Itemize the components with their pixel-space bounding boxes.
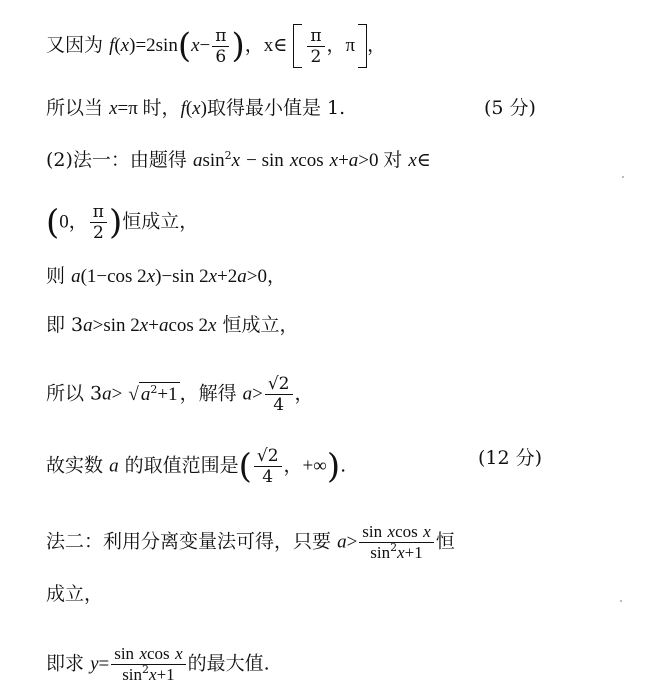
text: 则	[46, 265, 66, 287]
var-x: x	[423, 522, 431, 541]
right-bracket	[358, 24, 367, 68]
score-12: (12 分)	[478, 447, 543, 469]
text: .	[340, 454, 347, 477]
denominator: 2	[310, 46, 322, 67]
var-x: x	[192, 98, 201, 119]
text: =	[98, 653, 110, 675]
var-f: f	[109, 35, 115, 56]
denominator: 4	[262, 467, 274, 487]
text: 即 3	[46, 314, 84, 336]
var-x: x	[146, 266, 156, 287]
text: sin	[122, 665, 143, 684]
superscript: 2	[150, 383, 158, 396]
var-a: a	[337, 531, 347, 553]
line-8: 故实数 a 的取值范围是( $\frac{√2}{4}$ ，+∞).	[46, 446, 347, 487]
var-a: a	[140, 384, 151, 405]
text: sin	[362, 522, 383, 541]
text: >	[111, 383, 123, 405]
text: )−sin 2	[155, 266, 209, 287]
text: ，+∞	[283, 455, 327, 477]
var-x: x	[109, 98, 118, 119]
var-x: x	[231, 150, 241, 171]
line-4: (0， $\frac{\pi}{2}$ )恒成立，	[46, 202, 199, 243]
fraction-sqrt2-4	[254, 446, 282, 487]
text: −	[199, 35, 211, 56]
var-a: a	[109, 455, 119, 477]
text: +	[338, 150, 349, 171]
fraction-sincos	[111, 644, 185, 685]
numerator: √2	[265, 374, 293, 395]
superscript: 2	[142, 663, 150, 676]
var-a: a	[348, 150, 359, 171]
fraction-pi-2	[307, 26, 324, 67]
var-a: a	[158, 315, 169, 336]
text: +	[148, 315, 159, 336]
line-2: 所以当 x=π 时，f(x)取得最小值是 1.	[46, 97, 346, 119]
var-x: x	[208, 315, 217, 336]
text: ∈	[416, 150, 431, 171]
superscript: 2	[390, 541, 398, 554]
text: >	[346, 531, 358, 553]
text: 故实数	[46, 454, 104, 477]
var-x: x	[408, 150, 417, 171]
left-bracket	[293, 24, 302, 68]
text: ，	[367, 34, 387, 56]
text: sin	[114, 644, 135, 663]
text: ，	[294, 382, 314, 405]
text: +1	[157, 384, 178, 405]
denominator: 2	[92, 223, 104, 243]
denominator: 4	[273, 395, 285, 415]
text: 即求	[46, 652, 85, 675]
var-x: x	[120, 35, 130, 56]
line-3	[46, 148, 431, 173]
text: cos	[395, 522, 418, 541]
var-a: a	[102, 383, 112, 405]
numerator: √2	[254, 446, 282, 467]
line-10: 成立，	[46, 583, 104, 605]
numerator: π	[90, 202, 107, 223]
fraction-pi-2	[90, 202, 107, 243]
var-x: x	[139, 644, 148, 663]
line-1: 又因为 f(x)=2sin(x− $\frac{\pi}{6}$ )，x∈ $\frac{\pi}{2}$ ，π ，	[46, 25, 387, 67]
text: +1	[404, 543, 423, 562]
text: >sin 2	[92, 315, 140, 336]
var-a: a	[71, 266, 81, 287]
var-x: x	[397, 543, 405, 562]
text: 取得最小值是 1.	[206, 97, 346, 119]
text: cos	[147, 644, 170, 663]
var-a: a	[242, 383, 253, 405]
text: 0，	[59, 211, 88, 233]
text: 又因为	[46, 34, 104, 56]
line-7	[46, 374, 314, 415]
text: sin	[202, 150, 225, 171]
var-a: a	[192, 150, 203, 171]
text: − sin	[246, 150, 284, 171]
text: +2	[217, 266, 238, 287]
var-a: a	[237, 266, 247, 287]
text: 恒成立，	[122, 210, 199, 233]
text: =π 时，	[117, 98, 181, 119]
var-x: x	[139, 315, 149, 336]
text: (1−cos 2	[80, 266, 147, 287]
denominator: 6	[215, 46, 227, 67]
fraction-sqrt2-4	[265, 374, 293, 415]
text: +1	[156, 665, 175, 684]
var-y: y	[90, 653, 99, 675]
text: 恒	[435, 530, 455, 553]
line-11	[46, 644, 270, 685]
var-f: f	[180, 98, 186, 119]
text: 所以当	[46, 97, 104, 119]
text: 恒成立，	[222, 314, 299, 336]
var-x: x	[289, 150, 299, 171]
text: cos 2	[168, 315, 209, 336]
score-5: (5 分)	[484, 97, 536, 119]
square-root: √ $a^2+1$	[128, 383, 178, 405]
text: ，x∈	[244, 35, 288, 56]
text: 的取值范围是	[124, 454, 239, 477]
text: sin	[370, 543, 391, 562]
text: ，解得	[179, 382, 237, 405]
superscript: 2	[224, 149, 232, 162]
text: ，π	[326, 35, 356, 56]
text: (2)法一：由题得	[46, 149, 187, 171]
text: >	[252, 383, 263, 405]
line-9	[46, 522, 455, 563]
text: >0 对	[358, 150, 403, 171]
text: 所以 3	[46, 382, 103, 405]
var-x: x	[208, 266, 218, 287]
var-a: a	[83, 315, 93, 336]
text: >0，	[246, 266, 286, 287]
text: cos	[298, 150, 324, 171]
line-6	[46, 313, 299, 338]
fraction-sincos	[359, 522, 433, 563]
text: =2sin	[135, 35, 178, 56]
var-x: x	[387, 522, 396, 541]
var-x: x	[175, 644, 183, 663]
var-x: x	[149, 665, 157, 684]
text: 法二：利用分离变量法可得，只要	[46, 530, 332, 553]
numerator: π	[212, 26, 229, 47]
scan-speck	[622, 176, 624, 178]
numerator: π	[307, 26, 324, 47]
scan-speck	[620, 600, 622, 602]
fraction-pi-6	[212, 26, 229, 67]
line-5	[46, 264, 286, 289]
var-x: x	[329, 150, 339, 171]
text: 的最大值.	[187, 652, 270, 675]
